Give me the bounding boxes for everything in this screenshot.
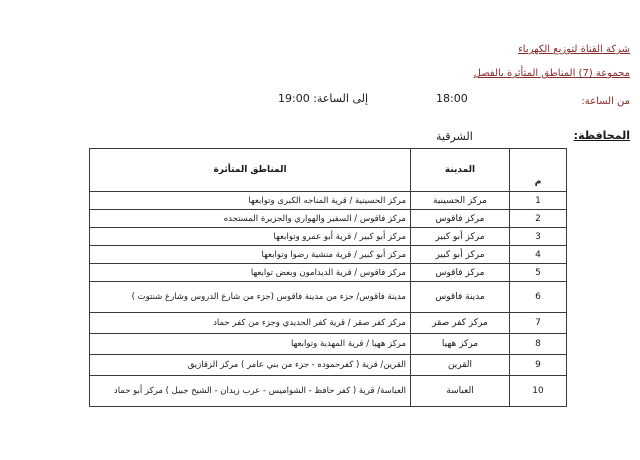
table-row [90, 264, 567, 282]
header-num: م [510, 149, 567, 192]
row-areas: العباسة/ قرية ( كفر حافظ - الشواميس - عرب زيدان - الشيخ جبيل ) مركز أبو حماد [90, 376, 411, 407]
row-num: 8 [510, 334, 567, 355]
table-row [90, 282, 567, 313]
row-num: 4 [510, 246, 567, 264]
row-areas: مركز فاقوس / قرية الديدامون وبعض توابعها [90, 264, 411, 282]
table-row [90, 334, 567, 355]
to-time-label: إلى الساعة: [313, 92, 369, 105]
header-city: المدينة [411, 149, 510, 192]
header-areas: المناطق المتأثرة [90, 149, 411, 192]
governorate-label: المحافظة: [573, 129, 630, 142]
row-city: مركز فاقوس [411, 210, 510, 228]
row-city: مركز فاقوس [411, 264, 510, 282]
row-areas: مركز كفر صقر / قرية كفر الحديدي وجزء من كفر حماد [90, 313, 411, 334]
row-city: القرين [411, 355, 510, 376]
company-name: شركة القناة لتوزيع الكهرباء [518, 44, 630, 55]
row-areas: مركز أبو كبير / قرية أبو عمرو وتوابعها [90, 228, 411, 246]
row-areas: مركز الحسينية / قرية المناجه الكبرى وتوابعها [90, 192, 411, 210]
row-city: مدينة فاقوس [411, 282, 510, 313]
table-row [90, 313, 567, 334]
table-row [90, 228, 567, 246]
row-areas: مركز فاقوس / السفير والهواري والجزيرة المستجده [90, 210, 411, 228]
row-city: مركز كفر صقر [411, 313, 510, 334]
row-areas: مركز ههيا / قرية المهدية وتوابعها [90, 334, 411, 355]
table-row [90, 376, 567, 407]
row-num: 10 [510, 376, 567, 407]
affected-areas-table [89, 148, 567, 407]
row-num: 3 [510, 228, 567, 246]
table-header-row [90, 149, 567, 192]
row-num: 2 [510, 210, 567, 228]
row-city: مركز الحسينية [411, 192, 510, 210]
row-num: 1 [510, 192, 567, 210]
row-areas: مدينة فاقوس/ جزء من مدينة فاقوس (جزء من شارع الدروس وشارع شنتوت ) [90, 282, 411, 313]
row-num: 5 [510, 264, 567, 282]
row-city: العباسة [411, 376, 510, 407]
from-time-label: من الساعة: [581, 96, 630, 107]
table-row [90, 210, 567, 228]
to-time-value: 19:00 [278, 92, 310, 105]
row-city: مركز ههيا [411, 334, 510, 355]
row-num: 6 [510, 282, 567, 313]
table-row [90, 355, 567, 376]
row-areas: القرين/ قرية ( كفرحموده - جزء من بني عامر ) مركز الزقازيق [90, 355, 411, 376]
row-num: 9 [510, 355, 567, 376]
from-time-value: 18:00 [436, 92, 468, 105]
table-row [90, 192, 567, 210]
row-num: 7 [510, 313, 567, 334]
governorate-value: الشرقية [436, 130, 473, 143]
row-city: مركز أبو كبير [411, 246, 510, 264]
table-row [90, 246, 567, 264]
row-city: مركز أبو كبير [411, 228, 510, 246]
to-time [278, 92, 368, 105]
group-title: مجموعة (7) المناطق المتأثرة بالفصل [473, 68, 630, 79]
row-areas: مركز أبو كبير / قرية منشية رضوا وتوابعها [90, 246, 411, 264]
